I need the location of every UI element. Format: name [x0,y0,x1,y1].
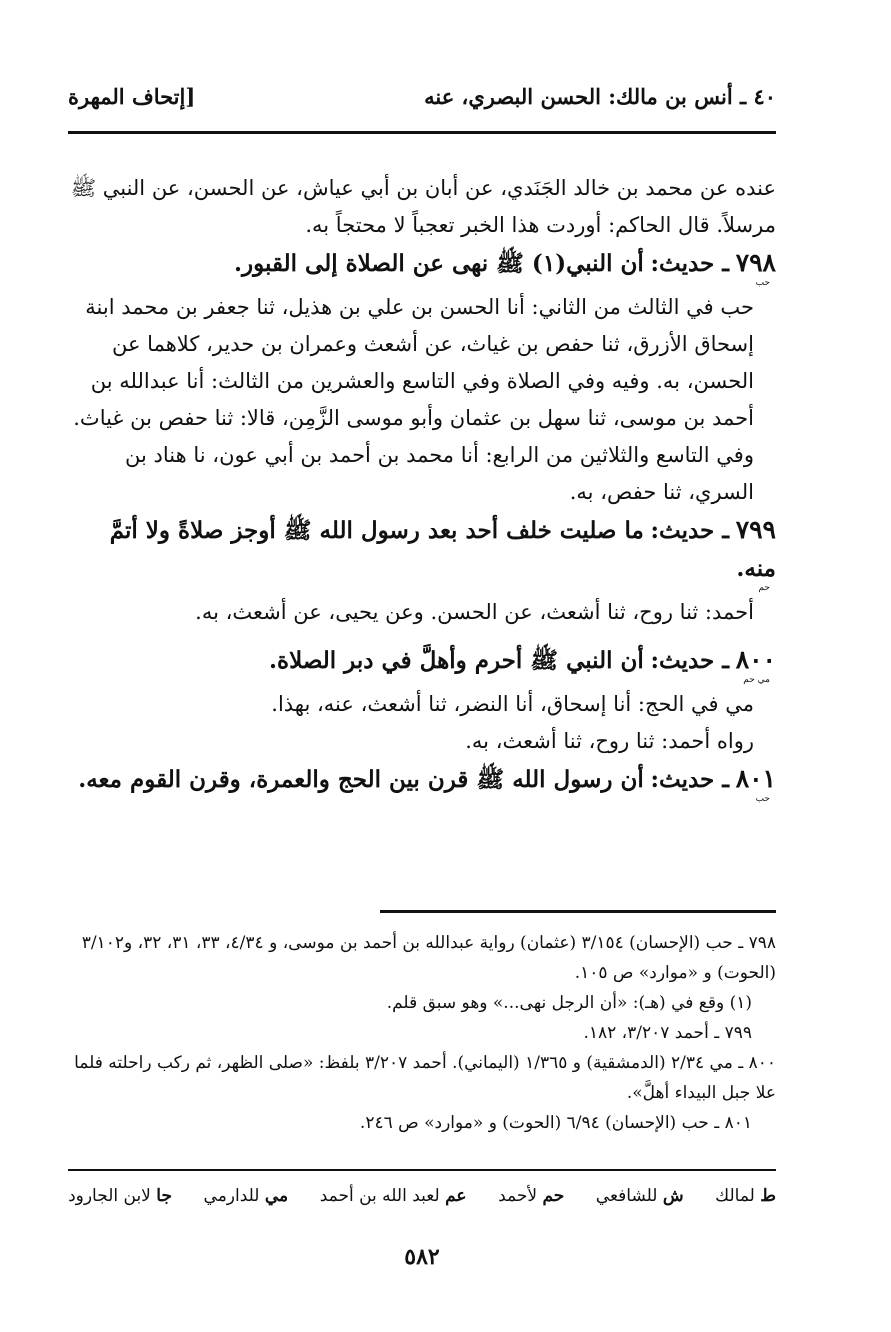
hadith-number: ٨٠٠ [735,645,776,674]
hadith-number: ٧٩٨ [735,248,776,277]
legend-abbr: جا [156,1186,172,1206]
legend-name: لابن الجارود [68,1186,151,1206]
legend-divider [68,1169,776,1171]
legend-item [498,1186,564,1206]
footnotes [68,928,776,1138]
footnote: ٨٠١ ـ حب (الإحسان) ٦/٩٤ (الحوت) و «موارد» ص ٢٤٦. [359,1113,752,1133]
hadith-label: ـ حديث: [650,766,730,793]
hadith-text: ما صليت خلف أحد بعد رسول الله ﷺ أوجز صلاةً ولا أتمَّ منه. [109,517,776,582]
legend-name: لأحمد [498,1186,538,1206]
legend-item [204,1186,289,1206]
page-number: ٥٨٢ [404,1244,440,1270]
legend-item [596,1186,684,1206]
book-title: [إتحاف المهرة [68,84,196,109]
page-header [68,84,776,116]
hadith-label: ـ حديث: [650,517,730,544]
legend-abbr: حم [542,1186,565,1206]
hadith-798-body: حب في الثالث من الثاني: أنا الحسن بن علي بن هذيل، ثنا جعفر بن محمد ابنة إسحاق الأزرق، ثنا حفص بن غياث، عن أشعث وعمران بن حدير، كلاهما عن الحسن، به. وفيه وفي الصلاة وفي التاسع والعشرين من الثالث: أنا عبدالله بن أحمد بن موسى، ثنا سهل بن عثمان وأبو موسى الزَّمِن، قالا: ثنا حفص بن غياث. وفي التاسع والثلاثين من الرابع: أنا محمد بن أحمد بن أبي عون، نا هناد بن السري، ثنا حفص، به. [73,295,754,504]
hadith-799-body: أحمد: ثنا روح، ثنا أشعث، عن الحسن. وعن يحيى، عن أشعث، به. [195,600,754,624]
legend-abbr: مي [264,1186,289,1206]
legend-name: لمالك [715,1186,755,1206]
header-divider [68,131,776,134]
footnote-divider [380,910,776,913]
hadith-800-body-1: مي في الحج: أنا إسحاق، أنا النضر، ثنا أشعث، عنه، بهذا. [271,692,754,716]
hadith-text: أن النبي(١) ﷺ نهى عن الصلاة إلى القبور. [234,250,644,277]
footnote: (١) وقع في (هـ): «أن الرجل نهى...» وهو سبق قلم. [386,993,752,1013]
running-title: ٤٠ ـ أنس بن مالك: الحسن البصري، عنه [424,84,776,109]
legend-name: للشافعي [595,1186,658,1206]
footnote: ٧٩٨ ـ حب (الإحسان) ٣/١٥٤ (عثمان) رواية عبدالله بن أحمد بن موسى، و ٤/٣٤، ٣٣، ٣١، ٣٢، و٣/١٠٢ (الحوت) و «موارد» ص ١٠٥. [81,933,776,983]
source-tag: حب [755,794,770,804]
hadith-800-body-2: رواه أحمد: ثنا روح، ثنا أشعث، به. [465,729,754,753]
source-tag: حب [755,278,770,288]
legend-abbr: ط [760,1186,776,1206]
hadith-number: ٧٩٩ [735,515,776,544]
hadith-799-heading [68,511,776,588]
source-tag: مي حم [743,675,770,685]
hadith-801-heading [68,760,776,799]
abbreviation-legend [68,1186,776,1206]
legend-item [320,1186,467,1206]
legend-name: لعبد الله بن أحمد [319,1186,440,1206]
main-text [68,170,776,805]
legend-abbr: ش [662,1186,684,1206]
footnote: ٧٩٩ ـ أحمد ٣/٢٠٧، ١٨٢. [583,1023,752,1043]
legend-item [68,1186,172,1206]
footnote: ٨٠٠ ـ مي ٢/٣٤ (الدمشقية) و ١/٣٦٥ (اليماني). أحمد ٣/٢٠٧ بلفظ: «صلى الظهر، ثم ركب راحلته فلما علا جبل البيداء أهلَّ». [74,1053,776,1103]
hadith-number: ٨٠١ [735,764,776,793]
hadith-label: ـ حديث: [650,250,730,277]
hadith-text: أن رسول الله ﷺ قرن بين الحج والعمرة، وقرن القوم معه. [78,766,644,793]
legend-abbr: عم [445,1186,467,1206]
intro-paragraph: عنده عن محمد بن خالد الجَنَدي، عن أبان بن أبي عياش، عن الحسن، عن النبي ﷺ مرسلاً. قال الحاكم: أوردت هذا الخبر تعجباً لا محتجاً به. [70,176,776,237]
hadith-label: ـ حديث: [650,647,730,674]
legend-item [715,1186,776,1206]
legend-name: للدارمي [203,1186,260,1206]
source-tag: حم [758,583,770,593]
hadith-text: أن النبي ﷺ أحرم وأهلَّ في دبر الصلاة. [269,647,644,674]
